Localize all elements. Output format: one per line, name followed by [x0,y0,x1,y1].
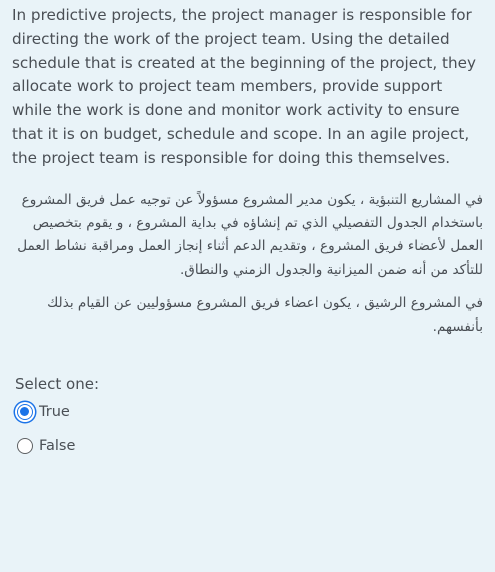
option-true[interactable] [17,399,483,425]
option-false-label[interactable]: False [39,438,76,455]
select-one-label: Select one: [15,375,100,394]
radio-unchecked-icon[interactable] [17,438,33,454]
question-text-arabic-2: في المشروع الرشيق ، يكون اعضاء فريق المشروع مسؤوليين عن القيام بذلك بأنفسهم. [47,295,483,335]
answer-options [17,399,483,459]
option-false[interactable] [17,433,483,459]
question-text-arabic-1: في المشاريع التنبؤية ، يكون مدير المشروع مسؤولاً عن توجيه عمل فريق المشروع باستخدام الجدول التفصيلي الذي تم إنشاؤه في بداية المشروع ، و يقوم بتخصيص العمل لأعضاء فريق المشروع ، وتقديم الدعم أثناء إنجاز العمل ومراقبة نشاط العمل للتأكد من أنه ضمن الميزانية والجدول الزمني والنطاق. [17,191,483,278]
question-text-english: In predictive projects, the project manager is responsible for directing the work of the project team. Using the detailed schedule that is created at the beginning of the project, they allocate work to project team members, provide support while the work is done and monitor work activity to ensure that it is on budget, schedule and scope. In an agile project, the project team is responsible for doing this themselves. [12,6,476,167]
option-true-label[interactable]: True [39,404,70,421]
radio-checked-icon[interactable] [17,404,33,420]
